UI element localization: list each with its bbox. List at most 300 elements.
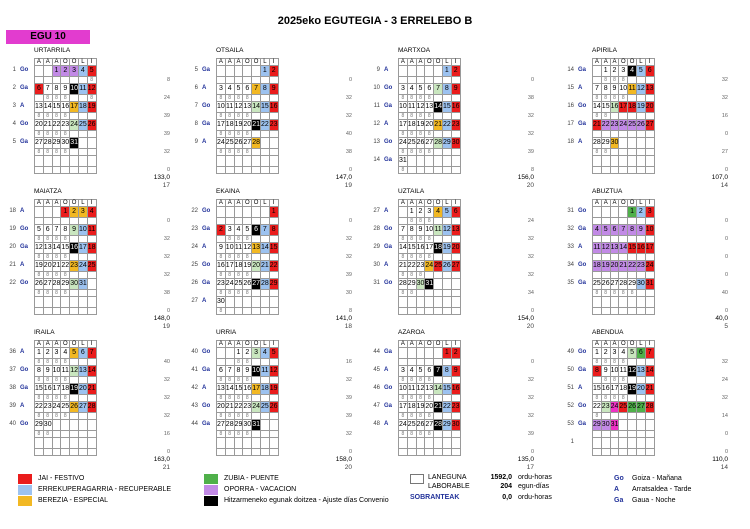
day-cell: 19	[269, 384, 278, 395]
day-cell	[610, 207, 619, 218]
day-cell: 7	[252, 84, 261, 95]
day-hours	[645, 95, 654, 102]
day-hours	[399, 359, 408, 366]
shift-code: Ga	[578, 226, 587, 232]
shift-code: Ga	[20, 139, 29, 145]
day-hours	[269, 254, 278, 261]
day-hours: 8	[52, 236, 61, 243]
shift-code: Ga	[578, 67, 587, 73]
day-hours: 8	[234, 290, 243, 297]
day-cell: 13	[645, 84, 654, 95]
day-hours: 8	[61, 377, 70, 384]
laneguna-swatch	[410, 474, 424, 484]
day-hours: 8	[399, 167, 408, 174]
day-hours	[442, 167, 451, 174]
week-number: 20	[9, 244, 16, 250]
day-hours	[451, 167, 460, 174]
day-cell	[645, 156, 654, 167]
day-hours	[619, 431, 628, 438]
day-hours	[225, 359, 234, 366]
weekday-header: O	[70, 200, 79, 207]
day-hours	[252, 308, 261, 315]
day-hours	[260, 377, 269, 384]
day-hours: 8	[243, 395, 252, 402]
day-cell: 9	[601, 366, 610, 377]
day-hours: 8	[593, 113, 602, 120]
week-number: 47	[373, 403, 380, 409]
day-cell	[451, 297, 460, 308]
day-hours	[407, 77, 416, 84]
day-cell: 8	[442, 84, 451, 95]
day-cell: 11	[407, 384, 416, 395]
day-hours	[269, 395, 278, 402]
day-hours: 8	[35, 431, 44, 438]
weekday-header: A	[399, 341, 408, 348]
day-hours: 8	[43, 95, 52, 102]
weekday-header: A	[416, 200, 425, 207]
day-cell	[43, 207, 52, 218]
day-cell	[252, 438, 261, 449]
day-hours	[52, 77, 61, 84]
day-hours	[87, 272, 96, 279]
day-cell: 11	[434, 225, 443, 236]
day-cell: 30	[451, 420, 460, 431]
day-hours: 8	[234, 131, 243, 138]
day-hours	[601, 131, 610, 138]
shift-code: Ga	[578, 121, 587, 127]
day-hours	[425, 167, 434, 174]
month-total-days: 18	[344, 323, 352, 330]
legend-convenio: Hitzarmeneko egunak doitzea - Ajuste días Convenio	[224, 497, 389, 504]
day-hours	[70, 359, 79, 366]
week-total: 38	[345, 149, 352, 155]
day-hours	[35, 449, 44, 456]
day-hours: 8	[425, 431, 434, 438]
day-cell	[610, 156, 619, 167]
day-hours: 8	[416, 413, 425, 420]
day-hours: 8	[234, 413, 243, 420]
day-hours	[451, 77, 460, 84]
weekday-header: A	[407, 341, 416, 348]
day-cell: 28	[434, 420, 443, 431]
day-cell: 10	[252, 366, 261, 377]
shift-code: Go	[20, 421, 29, 427]
day-cell: 29	[35, 420, 44, 431]
day-hours: 8	[234, 359, 243, 366]
day-cell: 3	[70, 66, 79, 77]
day-cell: 19	[416, 402, 425, 413]
week-total: 0	[348, 218, 352, 224]
day-cell: 4	[78, 66, 87, 77]
month-name: URTARRILA	[34, 47, 71, 54]
day-cell	[252, 66, 261, 77]
weekday-header: O	[243, 200, 252, 207]
day-cell: 19	[243, 261, 252, 272]
day-cell: 21	[645, 384, 654, 395]
week-total: 0	[724, 272, 728, 278]
day-cell	[628, 420, 637, 431]
month-name: ABUZTUA	[592, 188, 623, 195]
day-hours: 8	[619, 359, 628, 366]
day-cell: 18	[225, 120, 234, 131]
month-total-days: 21	[162, 464, 170, 471]
day-hours	[451, 359, 460, 366]
day-hours	[451, 113, 460, 120]
day-hours	[260, 131, 269, 138]
weekday-header: I	[645, 59, 654, 66]
day-hours: 8	[225, 131, 234, 138]
weekday-header: I	[269, 341, 278, 348]
day-cell: 1	[601, 66, 610, 77]
day-cell: 13	[425, 384, 434, 395]
day-cell: 17	[225, 261, 234, 272]
day-cell: 13	[636, 366, 645, 377]
day-hours: 8	[593, 149, 602, 156]
day-cell: 3	[399, 84, 408, 95]
day-cell	[269, 156, 278, 167]
week-number: 8	[194, 121, 198, 127]
day-hours: 8	[43, 131, 52, 138]
day-cell: 14	[43, 102, 52, 113]
day-hours	[425, 272, 434, 279]
day-cell: 2	[217, 225, 226, 236]
day-cell: 27	[645, 120, 654, 131]
day-cell: 4	[225, 84, 234, 95]
day-hours: 8	[407, 413, 416, 420]
day-hours: 8	[407, 431, 416, 438]
weekday-header: A	[35, 59, 44, 66]
day-cell: 31	[610, 420, 619, 431]
day-hours: 8	[43, 149, 52, 156]
month-total-hours: 107,0	[711, 174, 728, 181]
day-cell	[636, 138, 645, 149]
day-hours	[70, 449, 79, 456]
weekday-header: L	[260, 59, 269, 66]
total-hours: 1592,0	[490, 474, 512, 481]
day-hours: 8	[593, 395, 602, 402]
day-hours: 8	[61, 113, 70, 120]
day-hours: 8	[243, 272, 252, 279]
week-number: 22	[191, 208, 198, 214]
day-hours: 8	[610, 359, 619, 366]
day-cell: 28	[434, 138, 443, 149]
day-cell	[416, 156, 425, 167]
week-number: 1	[570, 439, 574, 445]
day-cell: 28	[593, 138, 602, 149]
day-cell: 15	[407, 243, 416, 254]
day-cell: 26	[416, 138, 425, 149]
day-cell	[43, 297, 52, 308]
day-hours	[70, 254, 79, 261]
day-cell: 16	[416, 243, 425, 254]
week-total: 0	[724, 449, 728, 455]
weekday-header: O	[425, 200, 434, 207]
day-cell: 23	[636, 261, 645, 272]
day-cell	[416, 438, 425, 449]
day-cell: 25	[628, 120, 637, 131]
day-hours: 8	[416, 236, 425, 243]
day-hours	[217, 359, 226, 366]
day-hours: 8	[610, 377, 619, 384]
legend	[0, 470, 750, 529]
day-cell: 8	[61, 225, 70, 236]
day-hours	[269, 413, 278, 420]
day-cell: 17	[610, 384, 619, 395]
day-hours	[593, 308, 602, 315]
day-hours: 8	[601, 113, 610, 120]
day-hours: 8	[217, 290, 226, 297]
day-cell: 22	[52, 120, 61, 131]
day-hours	[78, 113, 87, 120]
month-total-days: 19	[344, 182, 352, 189]
day-cell: 30	[601, 420, 610, 431]
shift-code: Go	[202, 349, 211, 355]
weekday-header: I	[269, 59, 278, 66]
day-hours	[434, 236, 443, 243]
day-hours	[645, 413, 654, 420]
day-cell	[628, 156, 637, 167]
day-hours	[628, 359, 637, 366]
month-total-days: 17	[526, 464, 534, 471]
day-hours	[252, 113, 261, 120]
day-cell: 21	[252, 120, 261, 131]
weekday-header: A	[593, 59, 602, 66]
day-hours	[593, 218, 602, 225]
month-table	[592, 58, 655, 174]
day-hours	[217, 77, 226, 84]
week-total: 0	[166, 449, 170, 455]
day-cell: 16	[269, 102, 278, 113]
day-cell: 23	[243, 402, 252, 413]
day-hours: 8	[243, 95, 252, 102]
day-cell: 11	[78, 84, 87, 95]
week-total: 0	[724, 218, 728, 224]
week-total: 30	[345, 290, 352, 296]
day-hours	[260, 236, 269, 243]
day-cell: 7	[399, 225, 408, 236]
day-cell: 11	[61, 366, 70, 377]
day-cell	[269, 297, 278, 308]
month-table	[216, 340, 279, 456]
day-cell	[78, 156, 87, 167]
day-cell: 6	[451, 207, 460, 218]
day-cell: 9	[636, 225, 645, 236]
day-hours	[628, 77, 637, 84]
day-hours	[416, 77, 425, 84]
day-cell: 23	[217, 279, 226, 290]
day-cell: 26	[628, 402, 637, 413]
week-number: 35	[567, 280, 574, 286]
week-total: 32	[345, 431, 352, 437]
month-table	[592, 340, 655, 456]
day-cell	[442, 279, 451, 290]
day-hours	[260, 272, 269, 279]
week-total: 32	[163, 377, 170, 383]
week-total: 0	[724, 431, 728, 437]
day-cell: 10	[399, 384, 408, 395]
day-cell: 12	[416, 384, 425, 395]
day-hours: 8	[52, 290, 61, 297]
day-hours	[434, 377, 443, 384]
day-cell	[78, 438, 87, 449]
day-cell: 5	[87, 66, 96, 77]
day-hours	[636, 359, 645, 366]
day-cell: 4	[593, 225, 602, 236]
day-cell: 9	[269, 84, 278, 95]
day-cell: 12	[636, 84, 645, 95]
puente-swatch	[204, 474, 218, 484]
day-cell: 17	[645, 243, 654, 254]
day-hours: 8	[35, 272, 44, 279]
day-hours	[645, 131, 654, 138]
day-cell	[601, 156, 610, 167]
day-cell	[425, 297, 434, 308]
day-hours: 8	[425, 377, 434, 384]
day-hours	[434, 113, 443, 120]
weekday-header: A	[416, 341, 425, 348]
day-cell: 27	[78, 402, 87, 413]
week-total: 16	[345, 359, 352, 365]
day-hours	[70, 308, 79, 315]
day-cell: 6	[636, 348, 645, 359]
weekday-header: A	[234, 200, 243, 207]
day-cell	[442, 438, 451, 449]
day-cell: 22	[593, 402, 602, 413]
day-hours	[593, 77, 602, 84]
weekday-header: I	[451, 200, 460, 207]
day-hours	[593, 236, 602, 243]
day-cell: 24	[399, 138, 408, 149]
week-number: 43	[191, 403, 198, 409]
week-number: 29	[373, 244, 380, 250]
day-cell	[243, 156, 252, 167]
day-hours	[636, 308, 645, 315]
day-cell	[619, 420, 628, 431]
week-number: 44	[191, 421, 198, 427]
day-hours: 8	[61, 95, 70, 102]
day-cell: 18	[407, 120, 416, 131]
day-hours	[434, 149, 443, 156]
day-hours: 8	[43, 377, 52, 384]
weekday-header: O	[61, 341, 70, 348]
day-hours	[43, 308, 52, 315]
day-hours: 8	[399, 431, 408, 438]
day-cell	[407, 297, 416, 308]
day-cell: 15	[628, 243, 637, 254]
day-cell: 17	[217, 120, 226, 131]
day-hours	[434, 359, 443, 366]
weekday-header: O	[619, 200, 628, 207]
day-cell	[260, 297, 269, 308]
day-hours: 8	[35, 113, 44, 120]
day-hours	[601, 254, 610, 261]
day-hours: 8	[407, 236, 416, 243]
day-cell: 26	[416, 420, 425, 431]
day-hours: 8	[52, 272, 61, 279]
day-hours	[43, 77, 52, 84]
day-cell: 16	[451, 384, 460, 395]
day-cell: 1	[260, 66, 269, 77]
month-name: MAIATZA	[34, 188, 62, 195]
day-hours	[260, 395, 269, 402]
day-hours	[628, 254, 637, 261]
day-cell: 22	[442, 120, 451, 131]
day-hours	[610, 167, 619, 174]
day-cell	[217, 348, 226, 359]
day-hours: 8	[601, 149, 610, 156]
day-hours: 8	[407, 395, 416, 402]
week-number: 39	[9, 403, 16, 409]
day-hours: 8	[35, 413, 44, 420]
weekday-header: O	[628, 59, 637, 66]
day-cell: 23	[610, 120, 619, 131]
day-cell	[43, 438, 52, 449]
day-hours	[628, 431, 637, 438]
week-number: 21	[9, 262, 16, 268]
day-hours	[636, 113, 645, 120]
day-hours	[593, 254, 602, 261]
day-cell	[234, 156, 243, 167]
day-hours	[645, 395, 654, 402]
day-hours	[610, 272, 619, 279]
day-cell	[601, 207, 610, 218]
day-cell: 12	[628, 366, 637, 377]
day-cell: 4	[61, 348, 70, 359]
day-hours	[35, 77, 44, 84]
day-cell: 30	[70, 279, 79, 290]
day-cell	[87, 438, 96, 449]
weekday-header: I	[451, 59, 460, 66]
day-cell	[78, 138, 87, 149]
day-hours	[636, 149, 645, 156]
day-cell: 13	[35, 102, 44, 113]
day-cell: 10	[425, 225, 434, 236]
week-number: 16	[567, 103, 574, 109]
day-hours: 8	[619, 290, 628, 297]
day-hours	[70, 149, 79, 156]
day-hours	[252, 359, 261, 366]
day-cell: 10	[52, 366, 61, 377]
month-total-days: 20	[526, 323, 534, 330]
day-cell	[407, 66, 416, 77]
day-hours	[243, 218, 252, 225]
day-cell	[425, 348, 434, 359]
day-cell	[593, 156, 602, 167]
day-hours	[269, 308, 278, 315]
day-cell: 20	[252, 261, 261, 272]
day-cell: 2	[636, 207, 645, 218]
week-total: 0	[724, 167, 728, 173]
legend-especial: BEREZIA - ESPECIAL	[38, 497, 109, 504]
day-cell: 14	[399, 243, 408, 254]
day-hours: 8	[416, 218, 425, 225]
day-cell	[451, 438, 460, 449]
day-hours: 8	[407, 131, 416, 138]
day-hours	[70, 395, 79, 402]
day-cell: 28	[260, 279, 269, 290]
week-number: 10	[373, 85, 380, 91]
day-cell: 9	[43, 366, 52, 377]
day-hours	[260, 254, 269, 261]
day-hours	[78, 95, 87, 102]
day-cell: 21	[260, 261, 269, 272]
day-cell: 19	[35, 261, 44, 272]
day-cell: 14	[87, 366, 96, 377]
day-cell: 7	[645, 348, 654, 359]
month-name: EKAINA	[216, 188, 240, 195]
day-cell	[217, 438, 226, 449]
day-cell	[43, 156, 52, 167]
